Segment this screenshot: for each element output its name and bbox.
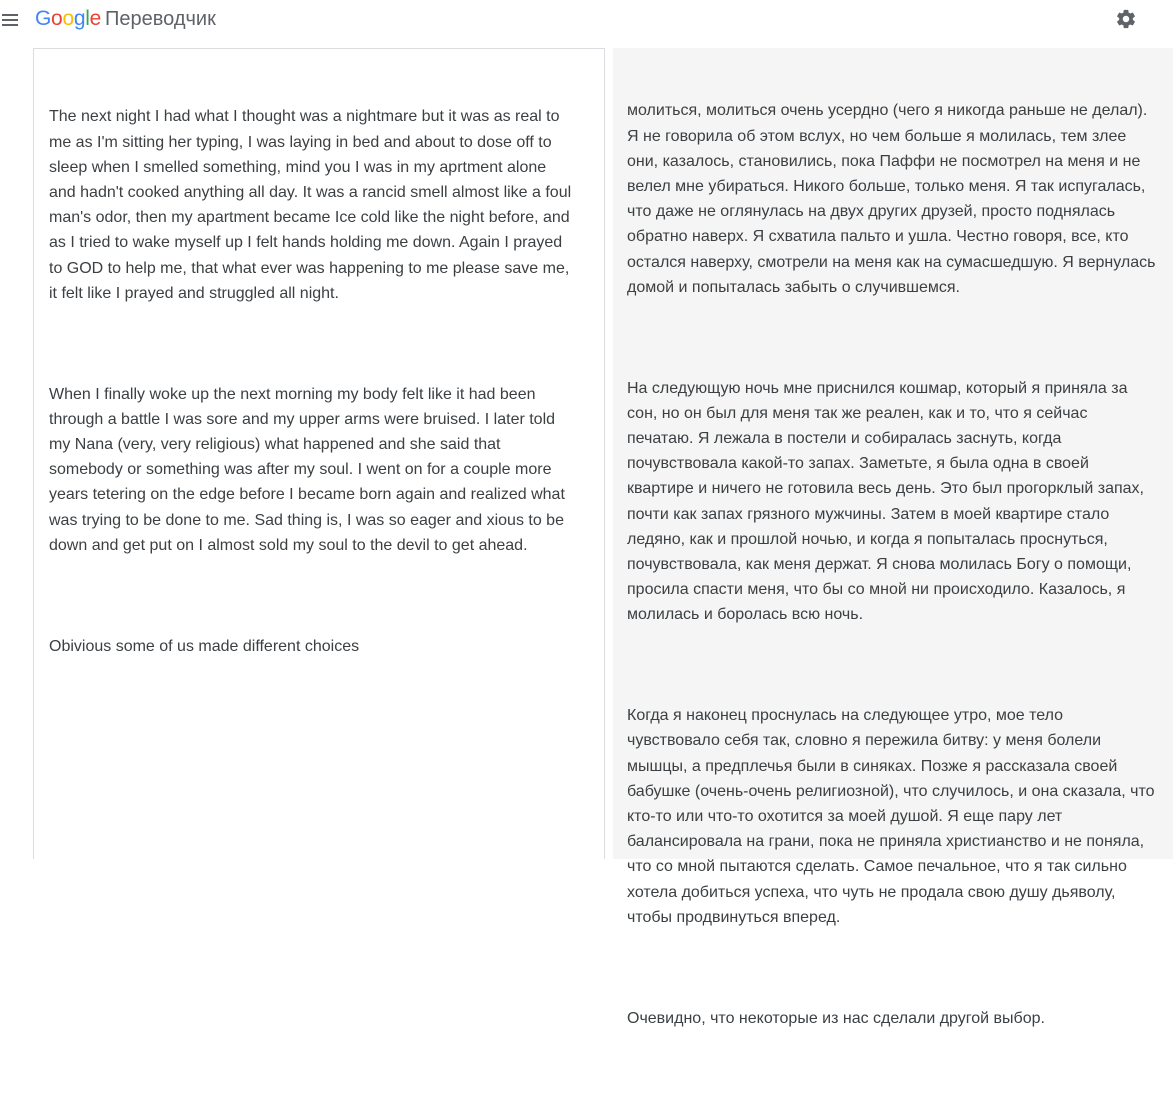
product-name: Переводчик — [104, 8, 216, 30]
logo-letter: g — [73, 7, 86, 30]
source-paragraph-2: When I finally woke up the next morning my body felt like it had been through a battle I was sore and my upper arms were bruised. I later told my Nana (very, very religious) what happened and she said that somebody or something was after my soul. I went on for a couple more years tetering on the edge before I became born again and realized what was trying to be done to me. Sad thing is, I was so eager and xious to be down and get put on I almost sold my soul to the devil to get ahead. — [49, 385, 570, 554]
google-translate-logo[interactable] — [35, 7, 216, 33]
source-text[interactable] — [49, 54, 574, 734]
translation-paragraph-3: Когда я наконец проснулась на следующее утро, мое тело чувствовало себя так, словно я пережила битву: у меня болели мышцы, а предплечья были в синяках. Позже я рассказала своей бабушке (очень-очень религиозной), что случилось, и она сказала, что кто-то или что-то охотится за моей душой. Я еще пару лет балансировала на грани, пока не приняла христианство и не поняла, что со мной пытаются сделать. Самое печальное, что я так сильно хотела добиться успеха, что чуть не продала свою душу дьяволу, чтобы продвинуться вперед. — [627, 707, 1159, 926]
translation-panel — [613, 48, 1173, 1027]
logo-letter: G — [35, 7, 52, 30]
source-paragraph-1: The next night I had what I thought was a nightmare but it was as real to me as I'm sitting her typing, I was laying in bed and about to dose off to sleep when I smelled something, mind you I was in my aprtment alone and hadn't cooked anything all day. It was a rancid smell almost like a foul man's odor, then my apartment became Ice cold like the night before, and as I tried to wake myself up I felt hands holding me down. Again I prayed to GOD to help me, that what ever was happening to me please save me, it felt like I prayed and struggled all night. — [49, 108, 576, 302]
source-paragraph-3: Obivious some of us made different choices — [49, 637, 360, 655]
logo-letter: l — [85, 7, 90, 30]
logo-letter: e — [89, 7, 101, 30]
app-header — [0, 0, 1173, 40]
gear-icon[interactable] — [1115, 8, 1137, 30]
google-wordmark — [35, 7, 101, 31]
logo-letter: o — [62, 7, 74, 30]
translation-paragraph-2: На следующую ночь мне приснился кошмар, который я приняла за сон, но он был для меня так же реален, как и то, что я сейчас печатаю. Я лежала в постели и собиралась заснуть, когда почувствовала какой-то запах. Заметьте, я была одна в своей квартире и ничего не готовила весь день. Это был прогорклый запах, почти как запах грязного мужчины. Затем в моей квартире стало ледяно, как и прошлой ночью, и когда я попыталась проснуться, почувствовала, как меня держат. Я снова молилась Богу о помощи, просила спасти меня, что бы со мной ни происходило. Казалось, я молилась и боролась всю ночь. — [627, 379, 1149, 624]
source-text-panel[interactable] — [33, 48, 605, 859]
hamburger-menu-icon[interactable] — [2, 11, 20, 29]
logo-letter: o — [51, 7, 63, 30]
translation-paragraph-1: молиться, молиться очень усердно (чего я никогда раньше не делал). Я не говорила об этом вслух, но чем больше я молилась, тем злее они, казалось, становились, пока Паффи не посмотрел на меня и не велел мне убираться. Никого больше, только меня. Я так испугалась, что даже не оглянулась на двух других друзей, просто поднялась обратно наверх. Я схватила пальто и ушла. Честно говоря, все, кто остался наверху, смотрели на меня как на сумасшедшую. Я вернулась домой и попыталась забыть о случившемся. — [627, 102, 1160, 296]
translation-paragraph-4: Очевидно, что некоторые из нас сделали другой выбор. — [627, 1009, 1045, 1027]
translation-text — [627, 48, 1160, 1106]
